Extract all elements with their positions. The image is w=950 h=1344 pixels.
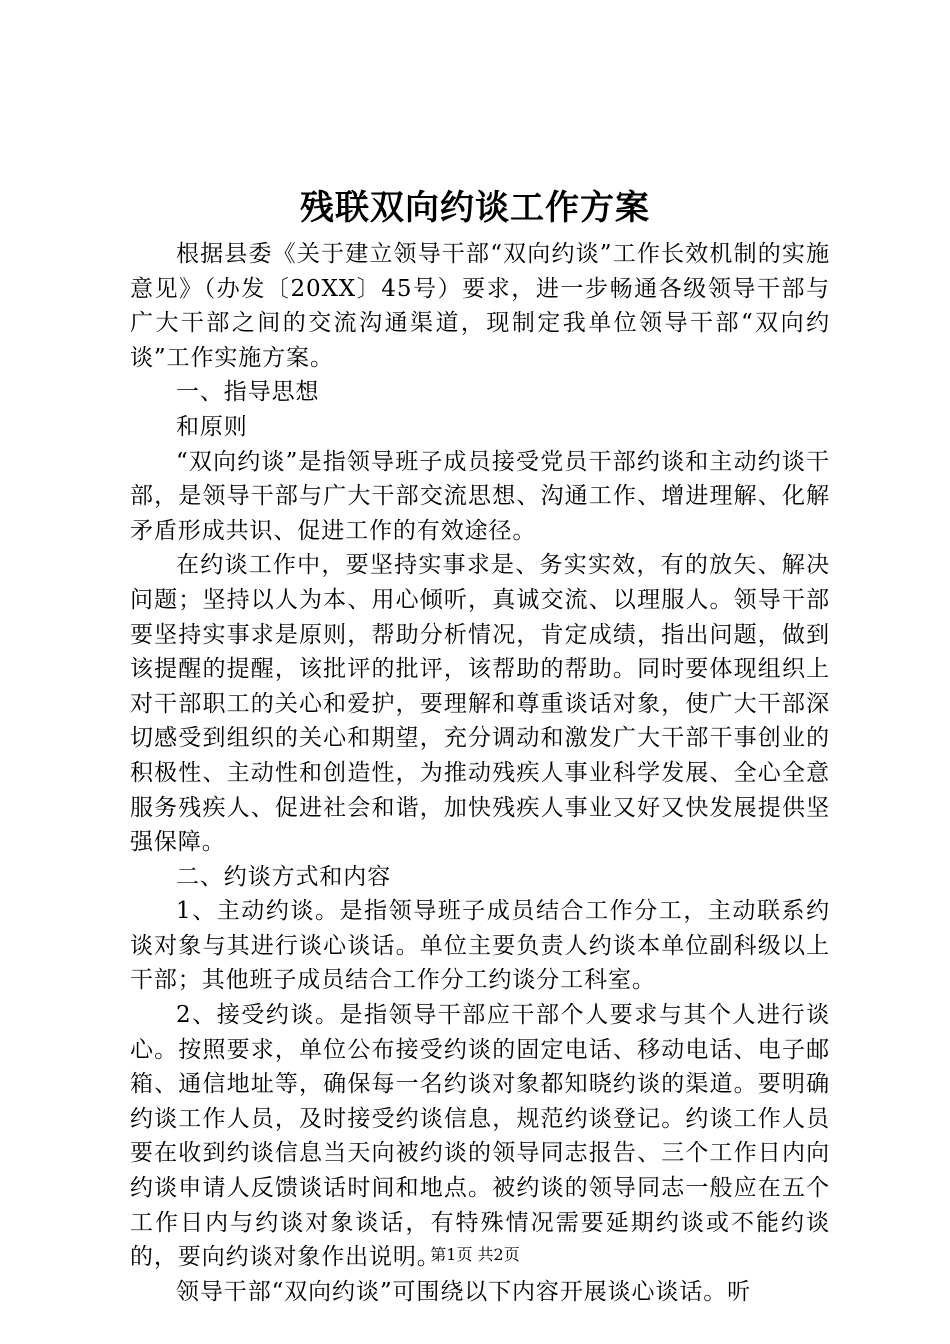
page-footer: 第1页 共2页 [430, 1245, 520, 1264]
paragraph-content-intro: 领导干部“双向约谈”可围绕以下内容开展谈心谈话。听 [176, 1278, 752, 1305]
paragraph-accept-interview: 2、接受约谈。是指领导干部应干部个人要求与其个人进行谈心。按照要求，单位公布接受约谈的固定电话、移动电话、电子邮箱、通信地址等，确保每一名约谈对象都知晓约谈的渠道。要明确约谈工作人员，及时接受约谈信息，规范约谈登记。约谈工作人员要在收到约谈信息当天向被约谈的领导同志报告、三个工作日内向约谈申请人反馈谈话时间和地点。被约谈的领导同志一般应在五个工作日内与约谈对象谈话，有特殊情况需要延期约谈或不能约谈的，要向约谈对象作出说明。 [130, 1002, 830, 1271]
paragraph-intro: 根据县委《关于建立领导干部“双向约谈”工作长效机制的实施意见》（办发〔20XX〕45号）要求，进一步畅通各级领导干部与广大干部之间的交流沟通渠道，现制定我单位领导干部“双向约谈”工作实施方案。 [130, 241, 830, 371]
document-title: 残联双向约谈工作方案 [300, 188, 650, 228]
paragraph-definition: “双向约谈”是指领导班子成员接受党员干部约谈和主动约谈干部，是领导干部与广大干部交流思想、沟通工作、增进理解、化解矛盾形成共识、促进工作的有效途径。 [130, 448, 830, 544]
section-heading-guiding-thought: 一、指导思想 [176, 379, 320, 406]
paragraph-active-interview: 1、主动约谈。是指领导班子成员结合工作分工，主动联系约谈对象与其进行谈心谈话。单位主要负责人约谈本单位副科级以上干部；其他班子成员结合工作分工约谈分工科室。 [130, 898, 830, 994]
section-heading-methods: 二、约谈方式和内容 [176, 863, 392, 890]
section-heading-principles: 和原则 [176, 413, 248, 440]
paragraph-requirements: 在约谈工作中，要坚持实事求是、务实实效，有的放矢、解决问题；坚持以人为本、用心倾听，真诚交流、以理服人。领导干部要坚持实事求是原则，帮助分析情况，肯定成绩，指出问题，做到该提醒的提醒，该批评的批评，该帮助的帮助。同时要体现组织上对干部职工的关心和爱护，要理解和尊重谈话对象，使广大干部深切感受到组织的关心和期望，充分调动和激发广大干部干事创业的积极性、主动性和创造性，为推动残疾人事业科学发展、全心全意服务残疾人、促进社会和谐，加快残疾人事业又好又快发展提供坚强保障。 [130, 552, 830, 856]
document-body [130, 237, 830, 1309]
